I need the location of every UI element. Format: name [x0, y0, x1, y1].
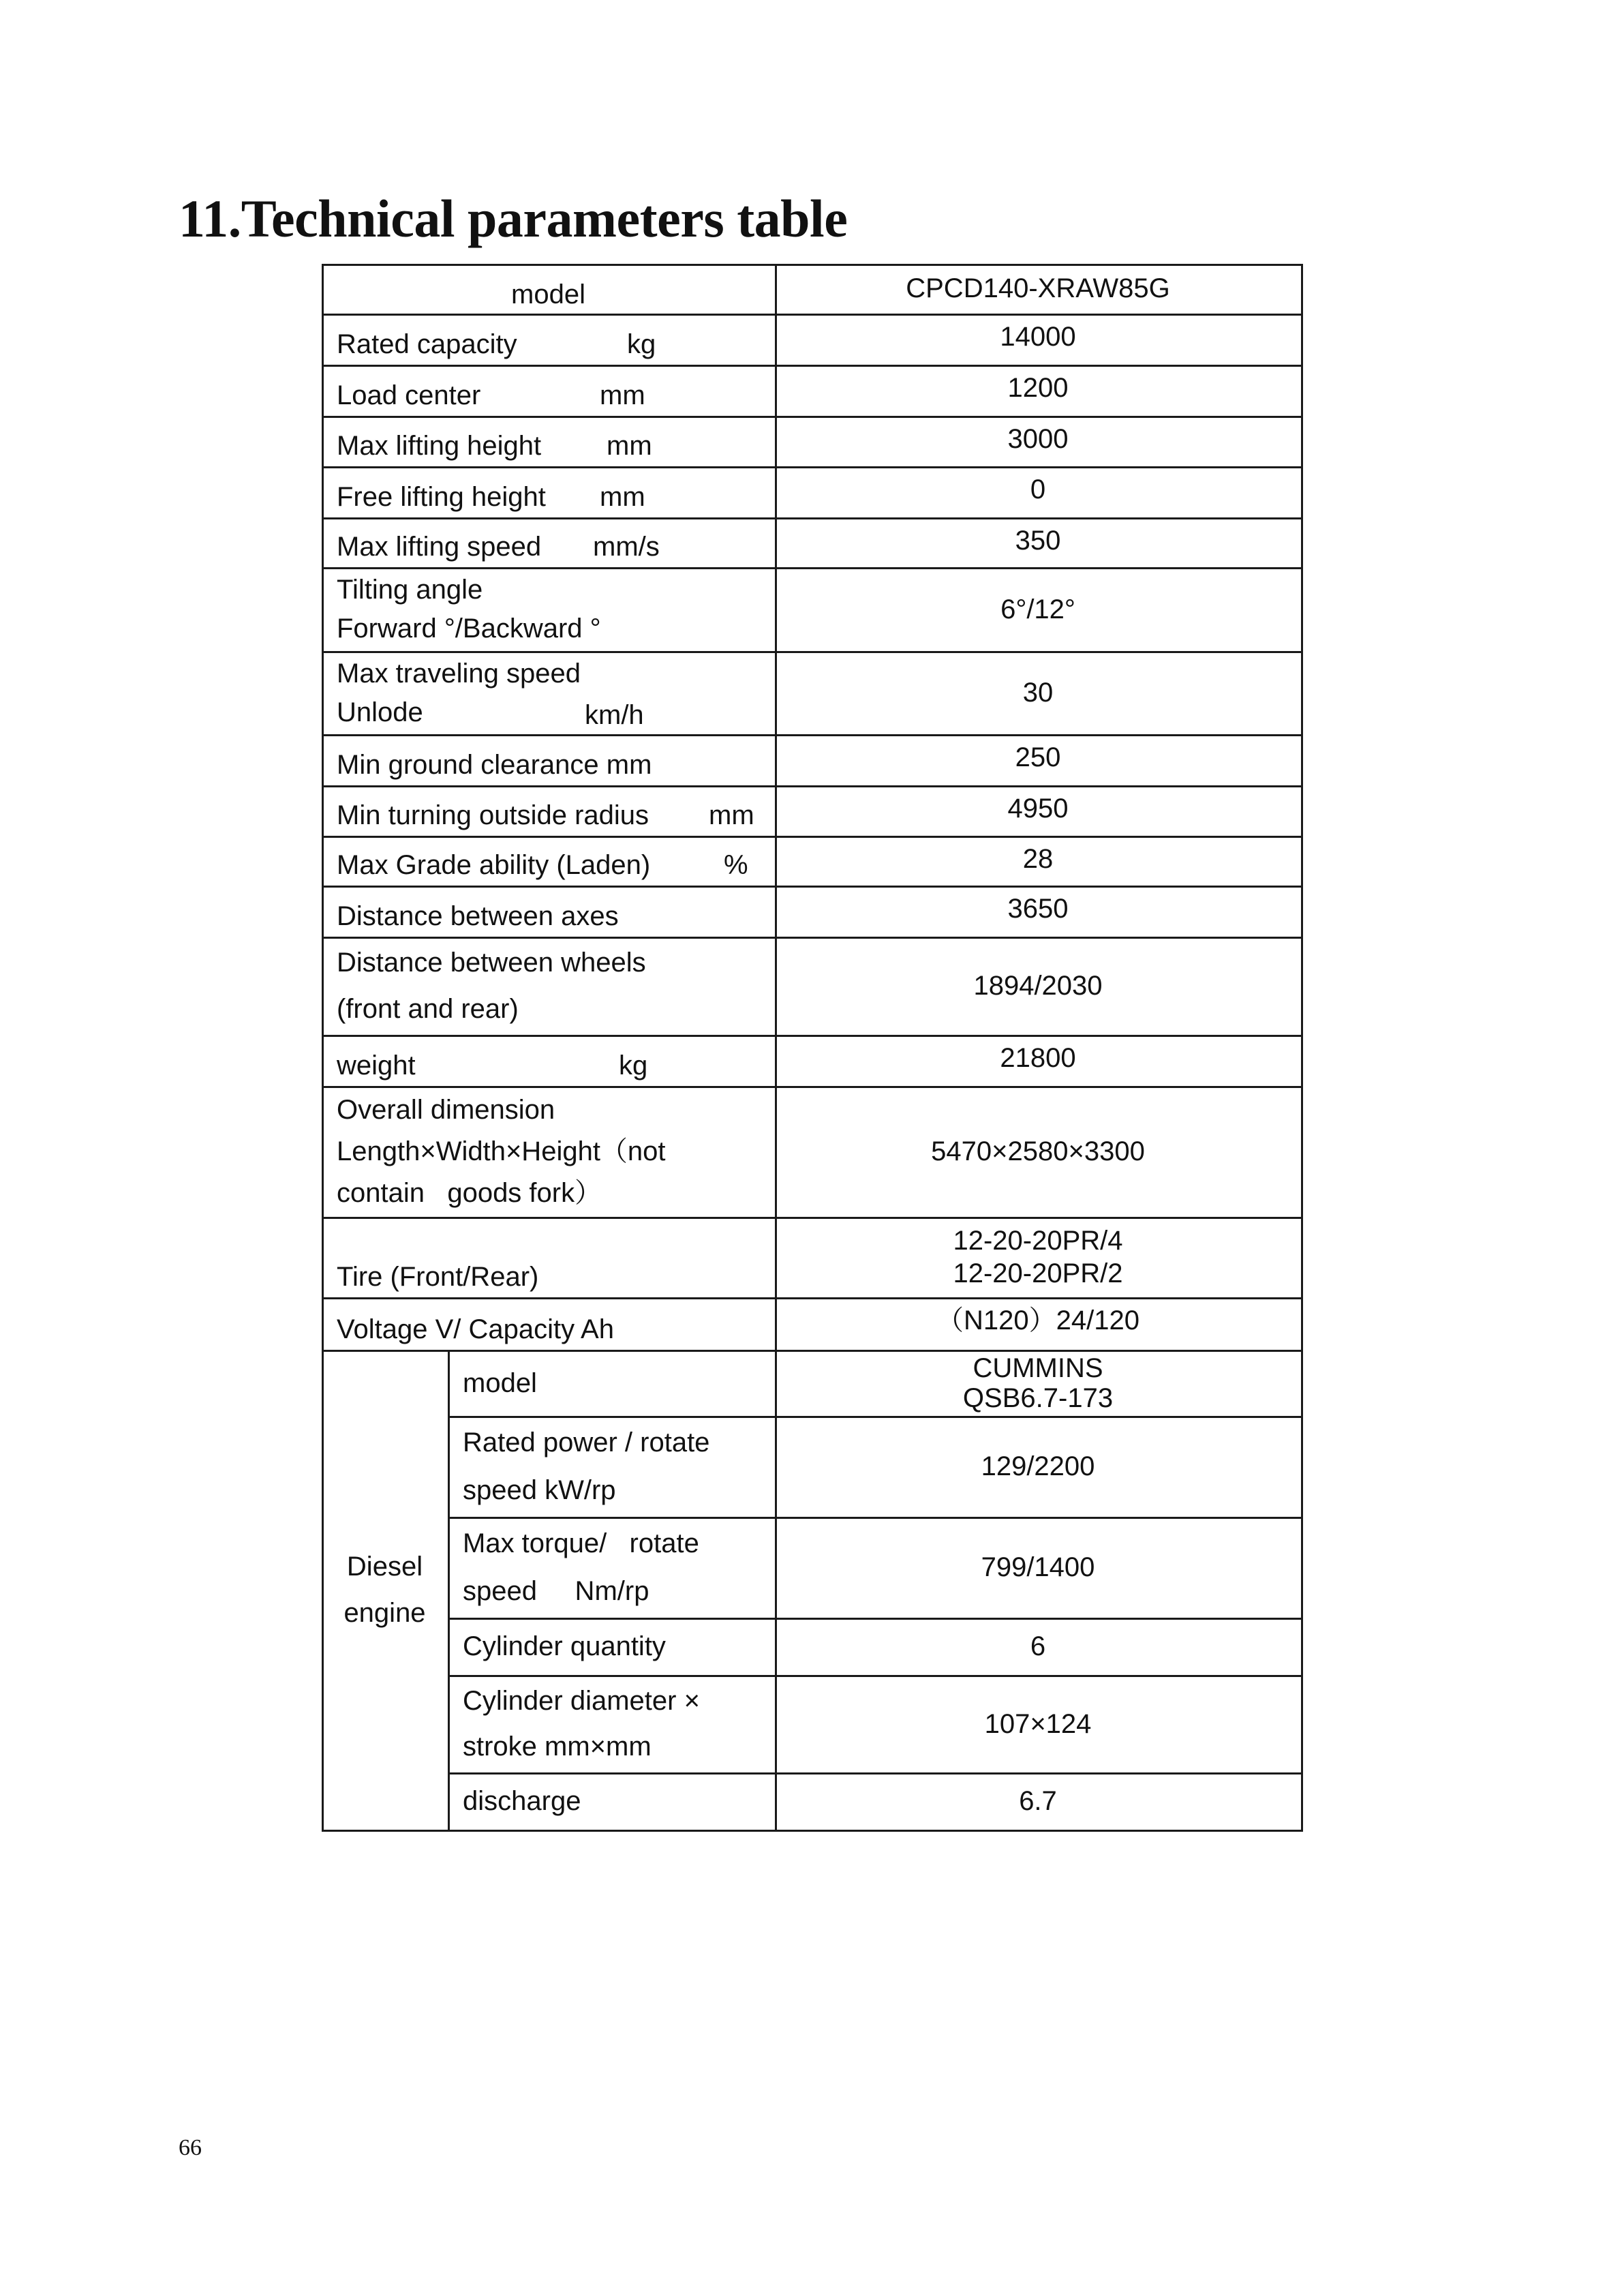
- param-label: Max lifting speed: [337, 532, 542, 562]
- engine-param-label-line: stroke mm×mm: [463, 1732, 652, 1762]
- table-rule-horizontal: [322, 1086, 1303, 1088]
- table-rule-horizontal: [322, 937, 1303, 939]
- param-label-line: Max traveling speed: [337, 658, 581, 689]
- param-label: Max Grade ability (Laden): [337, 850, 651, 880]
- param-label-line: Tilting angle: [337, 574, 483, 605]
- table-rule-horizontal: [322, 734, 1303, 736]
- engine-param-label-cell: [448, 1618, 775, 1675]
- param-value: 4950: [1007, 794, 1069, 824]
- param-value-cell: [775, 651, 1301, 734]
- param-label-cell: [322, 785, 775, 836]
- engine-param-label-line: Rated power / rotate: [463, 1428, 710, 1457]
- engine-param-label-line: speed kW/rp: [463, 1475, 616, 1505]
- param-value: 5470×2580×3300: [931, 1136, 1145, 1166]
- table-rule-horizontal: [322, 365, 1303, 367]
- engine-param-value: 6.7: [1019, 1786, 1057, 1816]
- param-label-cell: [322, 1086, 775, 1217]
- table-rule-horizontal: [322, 1830, 1303, 1832]
- param-label: Rated capacity: [337, 329, 517, 359]
- header-label: model: [511, 280, 585, 309]
- engine-section-label: Diesel: [346, 1552, 423, 1582]
- table-rule-horizontal: [322, 416, 1303, 418]
- param-value-cell: [775, 416, 1301, 466]
- param-label: Voltage V/ Capacity Ah: [337, 1314, 614, 1344]
- param-label: Min turning outside radius: [337, 800, 649, 830]
- engine-param-value-cell: [775, 1416, 1301, 1517]
- param-value-cell: [775, 1035, 1301, 1086]
- param-label-cell: [322, 365, 775, 416]
- param-value-cell: [775, 466, 1301, 517]
- engine-param-value-cell: [775, 1675, 1301, 1772]
- engine-param-value: 107×124: [984, 1708, 1092, 1739]
- param-label-cell: [322, 734, 775, 785]
- table-rule-vertical: [448, 1350, 450, 1832]
- engine-param-value-cell: [775, 1350, 1301, 1416]
- engine-param-value-cell: [775, 1772, 1301, 1830]
- header-value-cell: [775, 264, 1301, 314]
- table-rule-horizontal: [322, 314, 1303, 316]
- param-label-cell: [322, 517, 775, 567]
- engine-param-label-cell: [448, 1416, 775, 1517]
- param-label: weight: [337, 1051, 416, 1081]
- param-unit: %: [724, 850, 748, 880]
- param-value-cell: [775, 836, 1301, 886]
- table-rule-horizontal: [322, 1350, 1303, 1352]
- param-label-cell: [322, 1035, 775, 1086]
- table-rule-horizontal: [322, 466, 1303, 468]
- engine-param-label-line: speed Nm/rp: [463, 1576, 649, 1606]
- table-rule-horizontal: [448, 1618, 1303, 1620]
- table-rule-horizontal: [448, 1416, 1303, 1418]
- param-value: 3650: [1007, 894, 1069, 924]
- param-unit: kg: [619, 1051, 648, 1081]
- param-label-cell: [322, 567, 775, 651]
- param-value-cell: [775, 937, 1301, 1035]
- param-label: Distance between axes: [337, 901, 619, 931]
- engine-param-label: Cylinder quantity: [463, 1631, 666, 1661]
- param-label-cell: [322, 466, 775, 517]
- table-rule-horizontal: [322, 886, 1303, 888]
- param-label-line: contain goods fork）: [337, 1178, 602, 1209]
- table-rule-vertical: [322, 264, 324, 1832]
- table-rule-horizontal: [322, 1035, 1303, 1037]
- page-number: 66: [179, 2135, 202, 2160]
- param-value: 30: [1022, 678, 1054, 708]
- param-label-cell: [322, 314, 775, 365]
- engine-param-label-cell: [448, 1675, 775, 1772]
- param-value-cell: [775, 1297, 1301, 1350]
- param-value-cell: [775, 314, 1301, 365]
- param-value: 14000: [1000, 322, 1076, 352]
- param-label: Min ground clearance mm: [337, 750, 652, 780]
- param-unit: kg: [627, 329, 656, 359]
- table-rule-horizontal: [322, 567, 1303, 569]
- param-value-cell: [775, 734, 1301, 785]
- param-value: 250: [1015, 742, 1061, 772]
- engine-param-value-cell: [775, 1618, 1301, 1675]
- param-unit: mm: [607, 431, 652, 461]
- table-rule-horizontal: [322, 1217, 1303, 1219]
- engine-param-label-cell: [448, 1517, 775, 1618]
- table-rule-horizontal: [448, 1517, 1303, 1519]
- param-label-cell: [322, 886, 775, 937]
- table-rule-horizontal: [322, 264, 1303, 266]
- param-value: 0: [1030, 474, 1046, 504]
- engine-param-label-cell: [448, 1772, 775, 1830]
- engine-param-label: model: [463, 1368, 537, 1398]
- param-value: 3000: [1007, 424, 1069, 454]
- table-rule-vertical: [775, 264, 777, 1832]
- engine-param-label-line: Cylinder diameter ×: [463, 1685, 700, 1716]
- param-value-cell: [775, 785, 1301, 836]
- param-label-line: Unlode: [337, 697, 423, 727]
- table-rule-horizontal: [322, 785, 1303, 787]
- param-label: Tire (Front/Rear): [337, 1262, 539, 1292]
- param-value: 1894/2030: [973, 971, 1103, 1001]
- table-rule-horizontal: [322, 517, 1303, 519]
- engine-param-label-line: Max torque/ rotate: [463, 1528, 699, 1558]
- param-label-line: (front and rear): [337, 994, 519, 1024]
- param-label-cell: [322, 416, 775, 466]
- param-label-cell: [322, 1217, 775, 1297]
- page-title: 11.Technical parameters table: [179, 189, 848, 248]
- param-label-line: Overall dimension: [337, 1094, 555, 1125]
- param-value: 6°/12°: [1000, 594, 1075, 624]
- engine-param-value-line: CUMMINS: [973, 1353, 1103, 1383]
- engine-param-value: 799/1400: [981, 1552, 1095, 1582]
- engine-param-label: discharge: [463, 1786, 581, 1816]
- param-label-cell: [322, 1297, 775, 1350]
- param-value: 28: [1022, 844, 1054, 874]
- param-unit: mm: [709, 800, 754, 830]
- table-rule-horizontal: [322, 1297, 1303, 1299]
- param-unit: mm: [600, 482, 645, 512]
- param-value-line: 12-20-20PR/2: [953, 1258, 1123, 1288]
- engine-param-value: 6: [1030, 1631, 1046, 1661]
- param-label: Load center: [337, 380, 481, 410]
- param-value-cell: [775, 886, 1301, 937]
- param-value-cell: [775, 517, 1301, 567]
- param-label-cell: [322, 937, 775, 1035]
- engine-param-label-cell: [448, 1350, 775, 1416]
- engine-param-value-line: QSB6.7-173: [962, 1383, 1114, 1413]
- table-rule-vertical: [1301, 264, 1303, 1832]
- param-value-cell: [775, 365, 1301, 416]
- param-unit: mm: [600, 380, 645, 410]
- model-value: CPCD140-XRAW85G: [906, 273, 1170, 303]
- table-rule-horizontal: [448, 1675, 1303, 1677]
- table-rule-horizontal: [448, 1772, 1303, 1774]
- param-unit: mm/s: [593, 532, 660, 562]
- param-unit: km/h: [585, 700, 644, 730]
- param-label-cell: [322, 651, 775, 734]
- table-rule-horizontal: [322, 836, 1303, 838]
- param-label-line: Distance between wheels: [337, 948, 646, 978]
- param-label-line: Forward °/Backward °: [337, 614, 601, 644]
- table-rule-horizontal: [322, 651, 1303, 653]
- param-value: 21800: [1000, 1043, 1076, 1073]
- param-label-line: Length×Width×Height（not: [337, 1136, 666, 1166]
- engine-section-label-cell: [322, 1350, 448, 1830]
- param-value: 350: [1015, 526, 1061, 556]
- param-value-cell: [775, 1217, 1301, 1297]
- header-label-cell: [322, 264, 775, 314]
- engine-param-value-cell: [775, 1517, 1301, 1618]
- engine-param-value: 129/2200: [981, 1451, 1095, 1481]
- param-value: 1200: [1007, 373, 1069, 403]
- param-value: （N120）24/120: [936, 1305, 1139, 1335]
- param-label: Max lifting height: [337, 431, 542, 461]
- engine-section-label: engine: [343, 1598, 426, 1628]
- param-label: Free lifting height: [337, 482, 546, 512]
- param-label-cell: [322, 836, 775, 886]
- param-value-cell: [775, 567, 1301, 651]
- param-value-cell: [775, 1086, 1301, 1217]
- param-value-line: 12-20-20PR/4: [953, 1226, 1123, 1256]
